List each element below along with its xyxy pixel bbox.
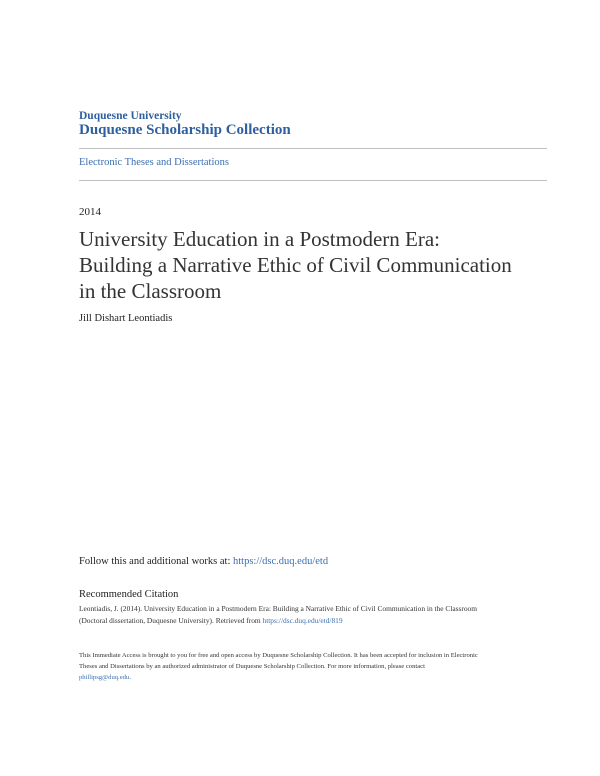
- title-line-3: in the Classroom: [79, 279, 222, 303]
- title-line-2: Building a Narrative Ethic of Civil Communication: [79, 253, 512, 277]
- collection-name[interactable]: Duquesne Scholarship Collection: [79, 122, 291, 138]
- publication-year: 2014: [79, 206, 101, 218]
- citation-line-2: (Doctoral dissertation, Duquesne University). Retrieved from: [79, 615, 263, 625]
- recommended-citation-heading: Recommended Citation: [79, 589, 179, 600]
- access-notice: [79, 650, 549, 683]
- follow-link[interactable]: https://dsc.duq.edu/etd: [233, 556, 329, 567]
- notice-email-suffix: .: [129, 674, 131, 681]
- header-divider-bottom: [79, 180, 547, 181]
- title-line-1: University Education in a Postmodern Era:: [79, 227, 441, 251]
- header-divider-top: [79, 148, 547, 149]
- notice-line-2: Theses and Dissertations by an authorized administrator of Duquesne Scholarship Collection. For more information, please contact: [79, 663, 425, 670]
- document-title: [79, 226, 549, 304]
- series-link[interactable]: Electronic Theses and Dissertations: [79, 157, 229, 168]
- author-name: Jill Dishart Leontiadis: [79, 313, 173, 324]
- contact-email-link[interactable]: phillipsg@duq.edu: [79, 674, 130, 681]
- follow-text: Follow this and additional works at:: [79, 556, 233, 567]
- notice-line-1: This Immediate Access is brought to you for free and open access by Duquesne Scholarship Collection. It has been accepted for inclusion in Electronic: [79, 652, 478, 659]
- university-name[interactable]: Duquesne University: [79, 110, 182, 122]
- follow-line: [79, 556, 328, 567]
- citation-link[interactable]: https://dsc.duq.edu/etd/819: [262, 615, 343, 625]
- citation-line-1: Leontiadis, J. (2014). University Education in a Postmodern Era: Building a Narrative Ethic of Civil Communication in the Classroom: [79, 604, 478, 613]
- recommended-citation-body: [79, 603, 549, 626]
